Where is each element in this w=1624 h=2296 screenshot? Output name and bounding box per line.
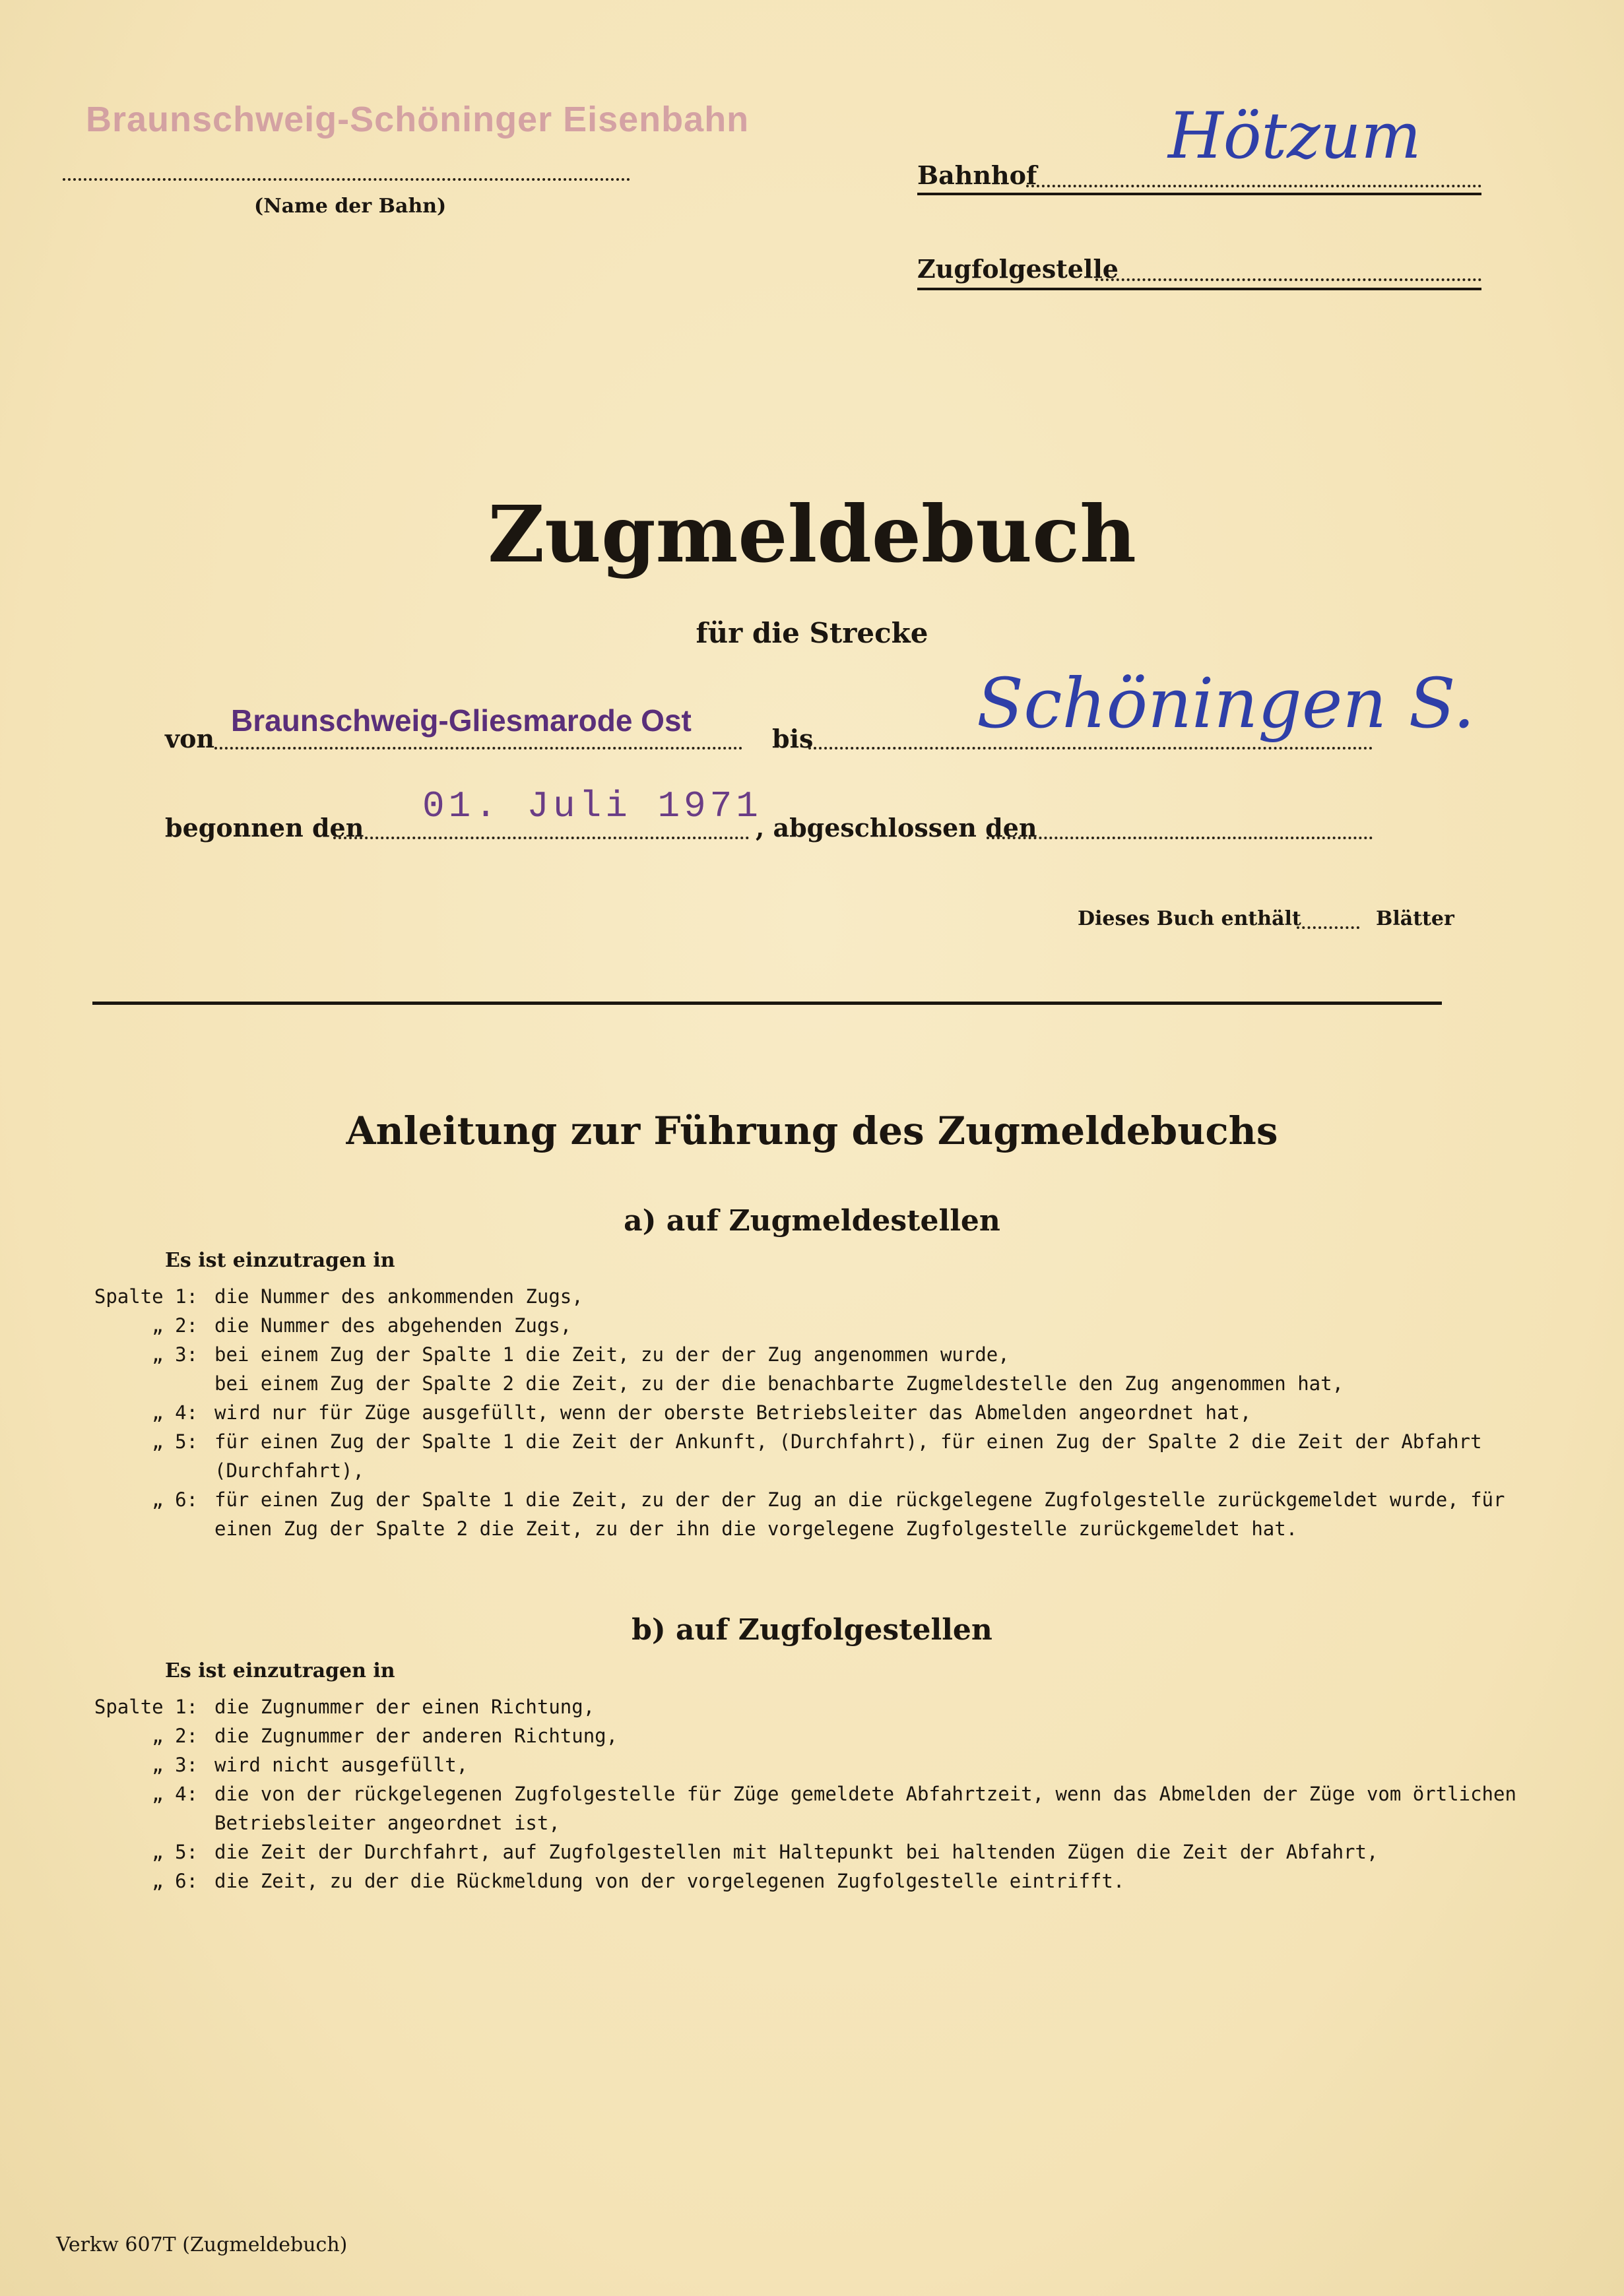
column-description: bei einem Zug der Spalte 1 die Zeit, zu der der Zug angenommen wurde, bbox=[214, 1343, 1010, 1366]
station-underline bbox=[917, 193, 1481, 195]
column-key: „ 6: bbox=[152, 1870, 198, 1892]
station-line bbox=[1026, 185, 1481, 187]
column-description: für einen Zug der Spalte 1 die Zeit der Ankunft, (Durchfahrt), für einen Zug der Spalte 2 die Zeit der Abfahrt bbox=[214, 1430, 1482, 1453]
to-handwritten: Schöningen S. bbox=[977, 663, 1476, 744]
station-handwritten: Hötzum bbox=[1168, 99, 1421, 173]
railway-name-line bbox=[63, 178, 630, 181]
form-number: Verkw 607T (Zugmeldebuch) bbox=[56, 2233, 348, 2256]
document-title: Zugmeldebuch bbox=[488, 488, 1136, 580]
sequence-line bbox=[1095, 278, 1481, 281]
column-description: die Nummer des ankommenden Zugs, bbox=[214, 1285, 583, 1308]
sequence-underline bbox=[917, 288, 1481, 290]
section-b-list bbox=[92, 1692, 1516, 1923]
column-description: die Zugnummer der anderen Richtung, bbox=[214, 1725, 618, 1747]
station-label: Bahnhof bbox=[917, 160, 1037, 190]
column-key: „ 3: bbox=[152, 1343, 198, 1366]
column-key: Spalte 1: bbox=[94, 1285, 198, 1308]
closed-line bbox=[987, 837, 1373, 839]
section-b-title: b) auf Zugfolgestellen bbox=[632, 1613, 992, 1647]
column-description: die Zeit der Durchfahrt, auf Zugfolgestellen mit Haltepunkt bei haltenden Zügen die Zeit der Abfahrt, bbox=[214, 1841, 1379, 1863]
column-description: die Nummer des abgehenden Zugs, bbox=[214, 1314, 572, 1337]
section-b-intro: Es ist einzutragen in bbox=[165, 1659, 395, 1682]
column-key: „ 5: bbox=[152, 1430, 198, 1453]
separator-rule bbox=[92, 1002, 1442, 1005]
section-a-intro: Es ist einzutragen in bbox=[165, 1249, 395, 1272]
from-label: von bbox=[165, 724, 215, 753]
railway-caption: (Name der Bahn) bbox=[254, 195, 447, 218]
column-key: „ 5: bbox=[152, 1841, 198, 1863]
column-description: Betriebsleiter angeordnet ist, bbox=[214, 1812, 560, 1834]
to-line bbox=[808, 747, 1373, 749]
column-description: die von der rückgelegenen Zugfolgestelle für Züge gemeldete Abfahrtzeit, wenn das Abmelden der Züge vom örtlichen bbox=[214, 1783, 1516, 1805]
column-key: „ 4: bbox=[152, 1783, 198, 1805]
column-key: „ 4: bbox=[152, 1401, 198, 1424]
sequence-label: Zugfolgestelle bbox=[917, 254, 1119, 284]
column-key: „ 2: bbox=[152, 1314, 198, 1337]
pages-label: Dieses Buch enthält bbox=[1078, 907, 1301, 930]
column-description: die Zeit, zu der die Rückmeldung von der vorgelegenen Zugfolgestelle eintrifft. bbox=[214, 1870, 1125, 1892]
railway-stamp: Braunschweig-Schöninger Eisenbahn bbox=[86, 100, 750, 139]
instructions-heading: Anleitung zur Führung des Zugmeldebuchs bbox=[346, 1108, 1278, 1153]
column-description: (Durchfahrt), bbox=[214, 1459, 364, 1482]
column-key: „ 6: bbox=[152, 1488, 198, 1511]
column-description: für einen Zug der Spalte 1 die Zeit, zu der der Zug an die rückgelegene Zugfolgestelle zurückgemeldet wurde, für bbox=[214, 1488, 1505, 1511]
column-key: „ 3: bbox=[152, 1754, 198, 1776]
to-label: bis bbox=[772, 724, 814, 753]
column-description: die Zugnummer der einen Richtung, bbox=[214, 1696, 595, 1718]
pages-line bbox=[1297, 926, 1359, 929]
section-a-title: a) auf Zugmeldestellen bbox=[624, 1204, 1000, 1238]
section-a-list bbox=[92, 1282, 1505, 1559]
begun-label: begonnen den bbox=[165, 813, 364, 843]
column-key: „ 2: bbox=[152, 1725, 198, 1747]
begun-date-stamp: 01. Juli 1971 bbox=[422, 785, 762, 827]
column-description: wird nur für Züge ausgefüllt, wenn der oberste Betriebsleiter das Abmelden angeordnet hat, bbox=[214, 1401, 1252, 1424]
pages-unit: Blätter bbox=[1376, 907, 1454, 930]
document-subtitle: für die Strecke bbox=[696, 617, 928, 649]
column-description: einen Zug der Spalte 2 die Zeit, zu der ihn die vorgelegene Zugfolgestelle zurückgemeldet hat. bbox=[214, 1517, 1298, 1540]
begun-line bbox=[333, 837, 749, 839]
closed-label: , abgeschlossen den bbox=[756, 813, 1037, 843]
from-stamp: Braunschweig-Gliesmarode Ost bbox=[231, 703, 692, 738]
from-line bbox=[214, 747, 742, 749]
column-description: wird nicht ausgefüllt, bbox=[214, 1754, 469, 1776]
column-description: bei einem Zug der Spalte 2 die Zeit, zu der die benachbarte Zugmeldestelle den Zug angenommen hat, bbox=[214, 1372, 1344, 1395]
column-key: Spalte 1: bbox=[94, 1696, 198, 1718]
